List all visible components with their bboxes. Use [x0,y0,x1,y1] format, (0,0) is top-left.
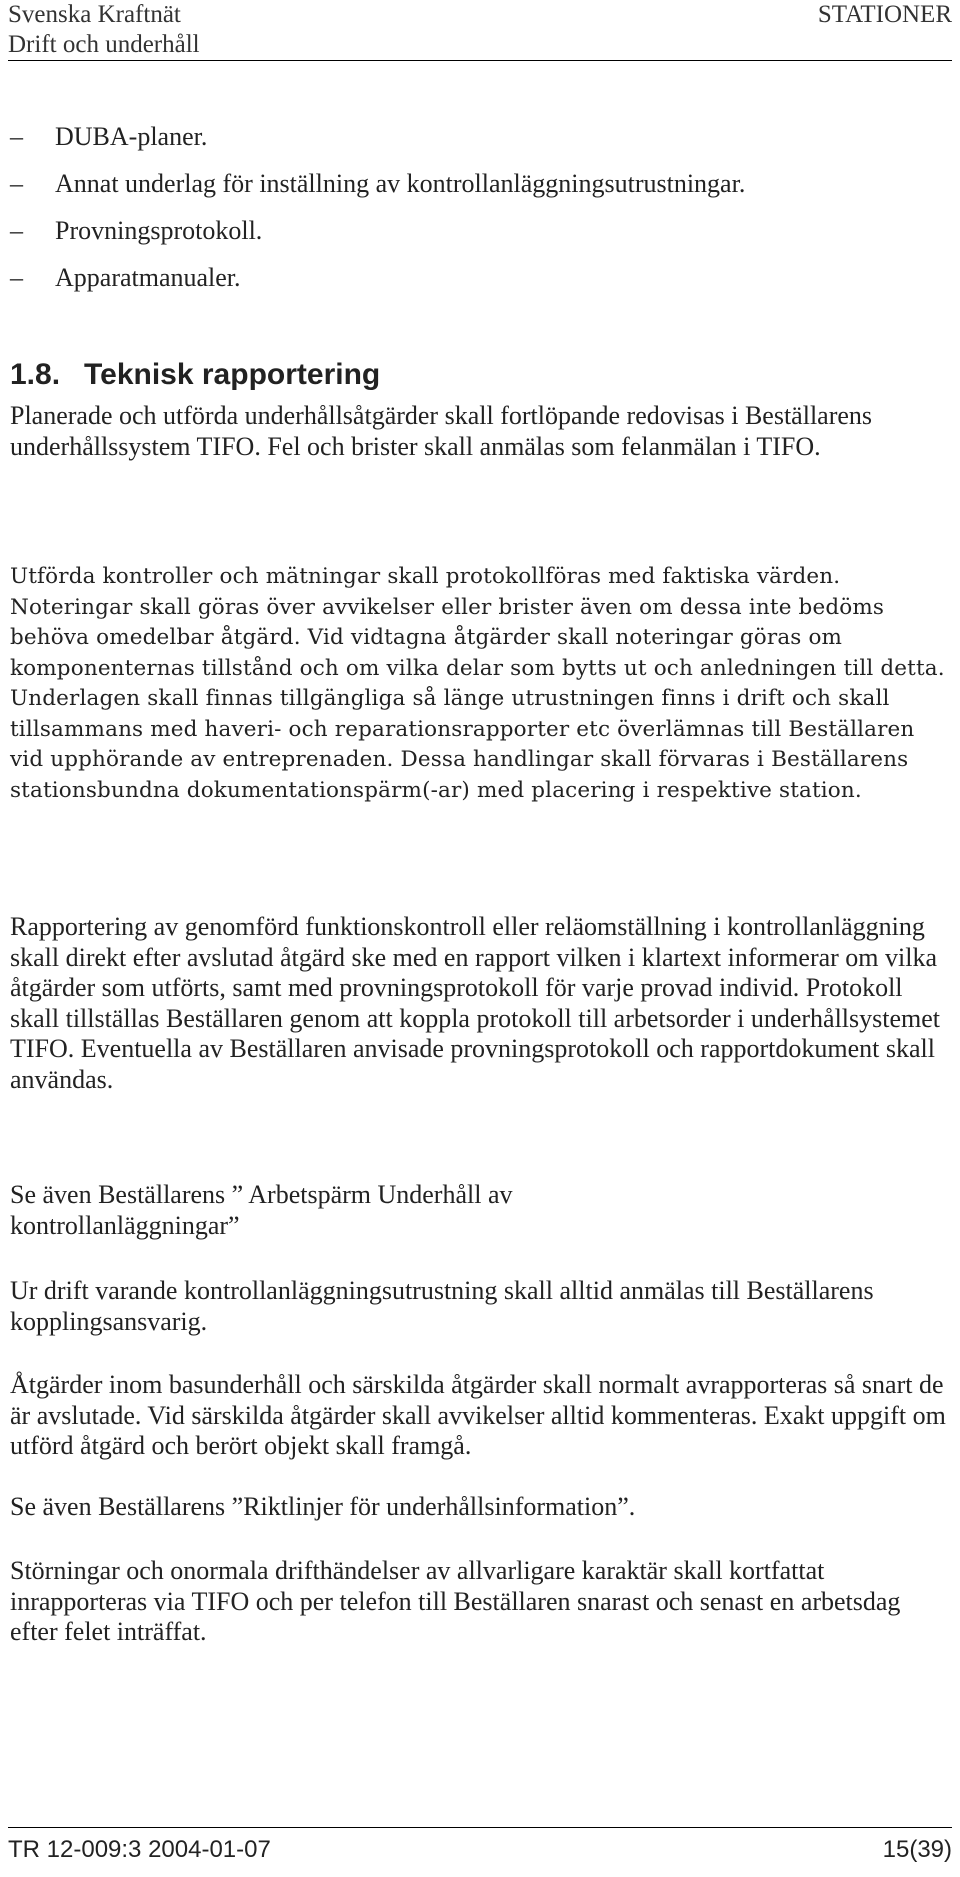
footer-divider [8,1827,952,1828]
section-title: Teknisk rapportering [84,358,381,391]
paragraph-function-control: Rapportering av genomförd funktionskontroll eller reläomställning i kontrollanläggning skall direkt efter avslutad åtgärd ske med en rapport vilken i klartext informerar om vilka åtgärder som utförts, samt med provningsprotokoll för varje provad individ. Protokoll skall tillställas Beställaren genom att koppla protokoll till arbetsorder i underhållsystemet TIFO. Eventuella av Beställaren anvisade provningsprotokoll och rapportdokument skall användas. [10,912,941,1094]
paragraph-base-maintenance: Åtgärder inom basunderhåll och särskilda åtgärder skall normalt avrapporteras så snart de är avslutade. Vid särskilda åtgärder skall avvikelser alltid kommenteras. Exakt uppgift om utförd åtgärd och berört objekt skall framgå. [10,1370,946,1460]
header-divider [8,60,952,61]
paragraph-reporting-tifo: Planerade och utförda underhållsåtgärder skall fortlöpande redovisas i Beställarens underhållssystem TIFO. Fel och brister skall anmälas som felanmälan i TIFO. [10,401,873,461]
list-item: – Apparatmanualer. [10,263,241,292]
paragraph-see-also-binder: Se även Beställarens ” Arbetspärm Underhåll av kontrollanläggningar” [10,1180,513,1240]
list-item: – Provningsprotokoll. [10,216,263,245]
header-category: STATIONER [817,1,952,28]
paragraph-protocols: Utförda kontroller och mätningar skall protokollföras med faktiska värden. Noteringar skall göras över avvikelser eller brister även om dessa inte bedöms behöva omedelbar åtgärd. Vid vidtagna åtgärder skall noteringar göras om komponenternas tillstånd och om vilka delar som bytts ut och anledningen till detta. Underlagen skall finnas tillgängliga så länge utrustningen finns i drift och skall tillsammans med haveri- och reparationsrapporter etc överlämnas till Beställaren vid upphörande av entreprenaden. Dessa handlingar skall förvaras i Beställarens stationsbundna dokumentationspärm(-ar) med placering i respektive station. [10,564,945,803]
paragraph-disturbances: Störningar och onormala drifthändelser av allvarligare karaktär skall kortfattat inrapporteras via TIFO och per telefon till Beställaren snarast och senast en arbetsdag efter felet inträffat. [10,1556,901,1646]
paragraph-out-of-service: Ur drift varande kontrollanläggningsutrustning skall alltid anmälas till Beställarens kopplingsansvarig. [10,1276,874,1336]
header-department: Drift och underhåll [8,31,200,58]
page-footer [8,1827,952,1864]
page-header [8,0,952,60]
section-number: 1.8. [10,358,61,391]
list-item: – Annat underlag för inställning av kontrollanläggningsutrustningar. [10,169,746,198]
bullet-list [10,113,745,301]
page-number: 15(39) [882,1836,952,1863]
document-reference: TR 12-009:3 2004-01-07 [8,1836,271,1863]
section-heading [10,358,380,392]
list-item: – DUBA-planer. [10,122,208,151]
paragraph-see-also-guidelines: Se även Beställarens ”Riktlinjer för underhållsinformation”. [10,1492,636,1521]
header-organization: Svenska Kraftnät [8,1,181,28]
